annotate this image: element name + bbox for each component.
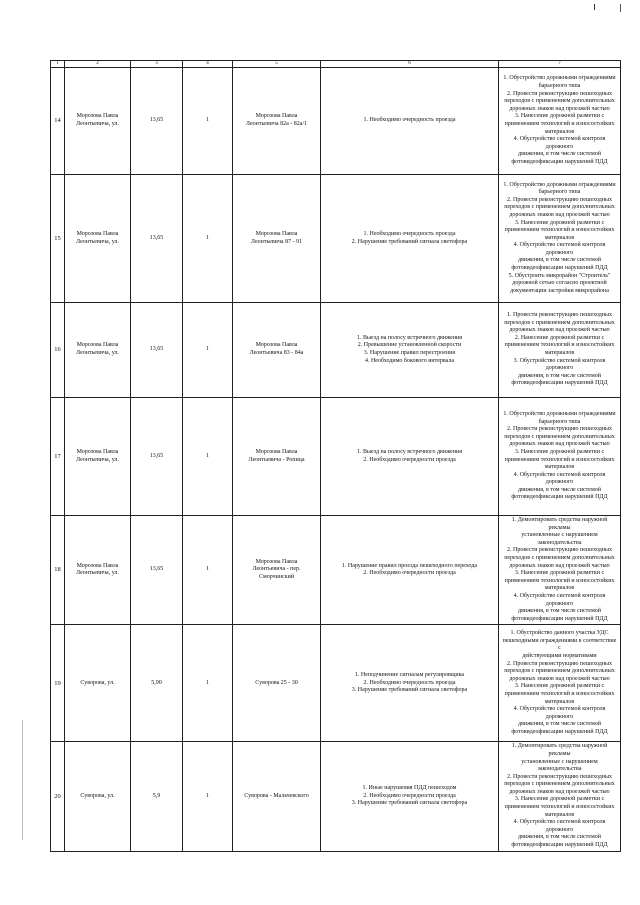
- street-name: Суворова, ул.: [80, 792, 115, 799]
- street-name-cell: [65, 625, 131, 742]
- row-number: 19: [54, 679, 61, 687]
- street-section: Морозова Павла Леонтьевича - пер. Сморчинский: [252, 558, 301, 580]
- street-section-cell: [233, 516, 321, 625]
- header-cell: 2: [65, 61, 131, 68]
- table-row: [51, 303, 621, 398]
- row-number: 16: [54, 346, 61, 354]
- street-length: 13,65: [149, 346, 164, 353]
- violation-types: 1. Необходимо очередность проезда 2. Нарушение требований сигнала светофора: [351, 230, 468, 245]
- accident-count: 1: [206, 566, 209, 573]
- table-row: [51, 175, 621, 303]
- proposed-measures: 1. Обустройство дорожными ограждениями барьерного типа 2. Провести реконструкцию пешеходных переходов с применением дополнительных дорожных знаков над проезжей частью 3. Нанесение дорожной разметки с применением технологий и износостойких материалов 4. Обустройство системой контроля дорожного движения, в том числе системой фотовидеофиксации нарушений ПДД 5. Обустроить микрорайон "Строитель" дорожной сетью согласно проектной документации застройки микрорайона: [503, 181, 616, 294]
- violation-types-cell: [321, 742, 499, 851]
- proposed-measures-cell: [499, 742, 621, 851]
- table-row: [51, 742, 621, 851]
- street-name-cell: [65, 516, 131, 625]
- row-number: 17: [54, 452, 61, 460]
- accident-count-cell: [183, 175, 233, 303]
- table-header-row: [51, 61, 621, 68]
- accident-count: 1: [206, 792, 209, 799]
- proposed-measures: 1. Провести реконструкцию пешеходных переходов с применением дополнительных дорожных знаков над проезжей частью 2. Нанесение дорожной разметки с применением технологий и износостойких материалов 3. Обустройство системой контроля дорожного движения, в том числе системой фотовидеофиксации нарушений ПДД: [504, 312, 615, 387]
- accident-count: 1: [206, 346, 209, 353]
- proposed-measures: 1. Демонтировать средства наружной рекламы установленные с нарушением законодательства 2. Провести реконструкцию пешеходных переходов с применением дополнительных дорожных знаков над проезжей частью 3. Нанесение дорожной разметки с применением технологий и износостойких материалов 4. Обустройство системой контроля дорожного движения, в том числе системой фотовидеофиксации нарушений ПДД: [504, 517, 615, 622]
- street-section: Суворова - Мальчевского: [244, 792, 309, 799]
- accident-count: 1: [206, 679, 209, 686]
- street-length-cell: [131, 68, 183, 175]
- scan-mark: [594, 4, 595, 10]
- street-name: Морозова Павла Леонтьевича, ул.: [76, 562, 119, 577]
- street-name-cell: [65, 68, 131, 175]
- street-length-cell: [131, 398, 183, 516]
- street-section: Морозова Павла Леонтьевича 87 - 91: [250, 230, 303, 245]
- table-row: [51, 68, 621, 175]
- street-section: Морозова Павла Леонтьевича - Ропица: [248, 448, 305, 463]
- proposed-measures-cell: [499, 68, 621, 175]
- street-length: 13,65: [149, 234, 164, 241]
- accident-count-cell: [183, 398, 233, 516]
- violation-types: 1. Выезд на полосу встречного движения 2. Необходимо очередности проезда: [356, 448, 463, 463]
- street-name-cell: [65, 175, 131, 303]
- street-name-cell: [65, 742, 131, 851]
- proposed-measures: 1. Обустройство дорожными ограждениями барьерного типа 2. Провести реконструкцию пешеходных переходов с применением дополнительных дорожных знаков над проезжей частью 3. Нанесение дорожной разметки с применением технологий и износостойких материалов 4. Обустройство системой контроля дорожного движения, в том числе системой фотовидеофиксации нарушений ПДД: [503, 75, 616, 165]
- violation-types-cell: [321, 303, 499, 398]
- accident-count-cell: [183, 516, 233, 625]
- row-number-cell: [51, 625, 65, 742]
- proposed-measures-cell: [499, 516, 621, 625]
- street-name: Суворова, ул.: [80, 679, 115, 686]
- row-number-cell: [51, 742, 65, 851]
- violation-types: 1. Нарушение правил проезда пешеходного перехода 2. Необходимо очередности проезда: [341, 562, 478, 577]
- proposed-measures: 1. Демонтировать средства наружной рекламы установленные с нарушением законодательства 2. Провести реконструкцию пешеходных переходов с применением дополнительных дорожных знаков над проезжей частью 3. Нанесение дорожной разметки с применением технологий и износостойких материалов 4. Обустройство системой контроля дорожного движения, в том числе системой фотовидеофиксации нарушений ПДД: [504, 743, 615, 849]
- proposed-measures-cell: [499, 303, 621, 398]
- header-cell: 1: [51, 61, 65, 68]
- street-name: Морозова Павла Леонтьевича, ул.: [76, 230, 119, 245]
- street-section-cell: [233, 625, 321, 742]
- street-name: Морозова Павла Леонтьевича, ул.: [76, 448, 119, 463]
- accident-sites-table: [50, 60, 621, 852]
- table-row: [51, 516, 621, 625]
- violation-types-cell: [321, 175, 499, 303]
- street-length-cell: [131, 303, 183, 398]
- table-row: [51, 398, 621, 516]
- row-number: 15: [54, 234, 61, 242]
- street-name-cell: [65, 303, 131, 398]
- street-section: Суворова 25 - 30: [255, 679, 298, 686]
- row-number-cell: [51, 398, 65, 516]
- violation-types-cell: [321, 625, 499, 742]
- street-length-cell: [131, 175, 183, 303]
- header-cell: 4: [183, 61, 233, 68]
- accident-count-cell: [183, 68, 233, 175]
- table-row: [51, 625, 621, 742]
- street-length-cell: [131, 742, 183, 851]
- header-cell: 5: [233, 61, 321, 68]
- street-section-cell: [233, 742, 321, 851]
- violation-types: 1. Неподчинение сигналам регулировщика 2. Необходимо очередность проезда 3. Нарушение требований сигнала светофора: [351, 671, 468, 694]
- street-length: 13,65: [149, 566, 164, 573]
- street-length: 13,65: [149, 452, 164, 459]
- row-number-cell: [51, 175, 65, 303]
- violation-types-cell: [321, 398, 499, 516]
- street-name: Морозова Павла Леонтьевича, ул.: [76, 342, 119, 356]
- street-length: 13,65: [149, 117, 164, 124]
- header-cell: 6: [321, 61, 499, 68]
- row-number: 20: [54, 792, 61, 800]
- accident-count-cell: [183, 625, 233, 742]
- street-section-cell: [233, 398, 321, 516]
- row-number-cell: [51, 516, 65, 625]
- street-name: Морозова Павла Леонтьевича, ул.: [76, 113, 119, 127]
- header-cell: 3: [131, 61, 183, 68]
- proposed-measures-cell: [499, 625, 621, 742]
- proposed-measures: 1. Обустройство данного участка УДС пешеходными ограждениями в соответствие с действующими нормативами 2. Провести реконструкцию пешеходных переходов с применением дополнительных дорожных знаков над проезжей частью 3. Нанесение дорожной разметки с применением технологий и износостойких материалов 4. Обустройство системой контроля дорожного движения, в том числе системой фотовидеофиксации нарушений ПДД: [502, 630, 617, 735]
- document-page: [50, 60, 620, 852]
- accident-count-cell: [183, 303, 233, 398]
- accident-count-cell: [183, 742, 233, 851]
- street-name-cell: [65, 398, 131, 516]
- scan-mark: [620, 4, 621, 12]
- row-number-cell: [51, 303, 65, 398]
- proposed-measures-cell: [499, 175, 621, 303]
- scan-edge: [22, 720, 23, 840]
- accident-count: 1: [206, 234, 209, 241]
- street-section: Морозова Павла Леонтьевича 82а - 82а/1: [245, 113, 308, 127]
- header-cell: 7: [499, 61, 621, 68]
- street-section-cell: [233, 68, 321, 175]
- row-number-cell: [51, 68, 65, 175]
- violation-types: 1. Выезд на полосу встречного движения 2. Превышение установленной скорости 3. Нарушение правил перестроения 4. Необходимо бокового интервала: [356, 334, 463, 364]
- street-length-cell: [131, 516, 183, 625]
- row-number: 18: [54, 566, 61, 574]
- street-length-cell: [131, 625, 183, 742]
- violation-types: 1. Необходимо очередность проезда: [363, 117, 456, 124]
- street-length: 5,90: [151, 679, 162, 686]
- proposed-measures: 1. Обустройство дорожными ограждениями барьерного типа 2. Провести реконструкцию пешеходных переходов с применением дополнительных дорожных знаков над проезжей частью 3. Нанесение дорожной разметки с применением технологий и износостойких материалов 4. Обустройство системой контроля дорожного движения, в том числе системой фотовидеофиксации нарушений ПДД: [503, 410, 616, 501]
- street-section-cell: [233, 303, 321, 398]
- street-section: Морозова Павла Леонтьевича 83 - 84а: [249, 342, 304, 356]
- violation-types: 1. Иные нарушения ПДД пешеходом 2. Необходимо очередности проезда 3. Нарушение требований сигнала светофора: [351, 785, 468, 807]
- proposed-measures-cell: [499, 398, 621, 516]
- street-section-cell: [233, 175, 321, 303]
- violation-types-cell: [321, 68, 499, 175]
- row-number: 14: [54, 117, 61, 125]
- violation-types-cell: [321, 516, 499, 625]
- street-length: 5,9: [152, 792, 161, 799]
- accident-count: 1: [206, 117, 209, 124]
- accident-count: 1: [206, 452, 209, 459]
